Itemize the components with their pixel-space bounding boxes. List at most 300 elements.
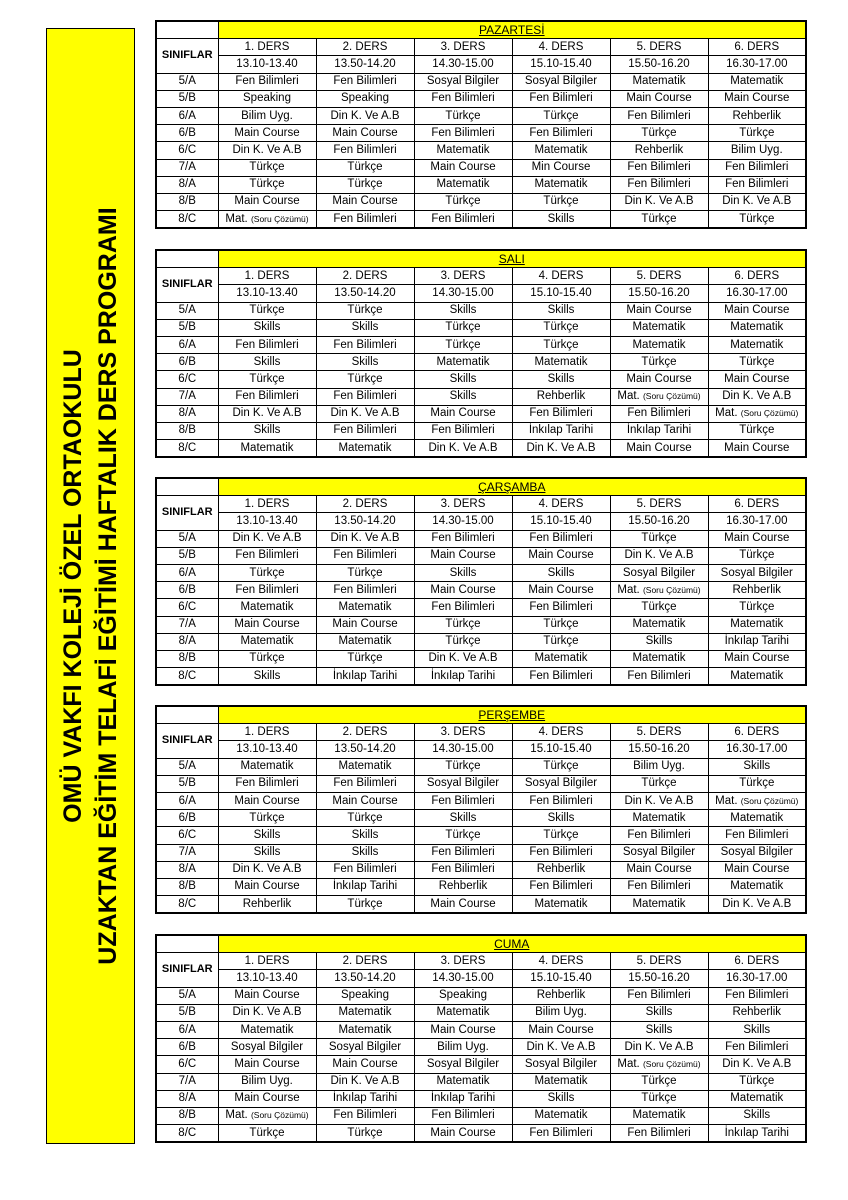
day-header-row — [156, 250, 806, 268]
class-name: 6/B — [156, 354, 218, 371]
lesson-cell: Fen Bilimleri — [512, 844, 610, 861]
lesson-cell: Skills — [708, 1107, 806, 1124]
class-name: 6/A — [156, 792, 218, 809]
lesson-cell: Main Course — [610, 861, 708, 878]
period-time: 15.50-16.20 — [610, 741, 708, 758]
lesson-cell: Fen Bilimleri — [610, 107, 708, 124]
period-time: 16.30-17.00 — [708, 513, 806, 530]
lesson-cell: Sosyal Bilgiler — [708, 844, 806, 861]
lesson-cell: Fen Bilimleri — [708, 827, 806, 844]
day-schedule — [155, 477, 805, 686]
class-name: 8/C — [156, 211, 218, 229]
lesson-cell: Main Course — [218, 1056, 316, 1073]
lesson-cell: Skills — [218, 354, 316, 371]
lesson-cell: Türkçe — [708, 422, 806, 439]
lesson-cell: Fen Bilimleri — [414, 792, 512, 809]
lesson-cell: Fen Bilimleri — [708, 1039, 806, 1056]
class-name: 8/B — [156, 193, 218, 210]
period-time: 15.10-15.40 — [512, 56, 610, 73]
lesson-cell: Fen Bilimleri — [316, 388, 414, 405]
lesson-cell: Fen Bilimleri — [316, 211, 414, 229]
lesson-cell: Fen Bilimleri — [218, 582, 316, 599]
schedule-table — [155, 20, 807, 229]
lesson-cell: Fen Bilimleri — [414, 90, 512, 107]
lesson-cell: Rehberlik — [708, 1004, 806, 1021]
time-row — [156, 513, 806, 530]
period-time: 16.30-17.00 — [708, 970, 806, 987]
lesson-cell: Bilim Uyg. — [610, 758, 708, 775]
lesson-cell: Türkçe — [316, 176, 414, 193]
lesson-cell: Skills — [414, 388, 512, 405]
class-name: 8/A — [156, 176, 218, 193]
class-column-header: SINIFLAR — [156, 953, 218, 987]
class-name: 8/B — [156, 422, 218, 439]
lesson-cell: Din K. Ve A.B — [218, 1004, 316, 1021]
lesson-cell: Matematik — [610, 1107, 708, 1124]
class-column-header: SINIFLAR — [156, 39, 218, 73]
class-name: 5/B — [156, 1004, 218, 1021]
lesson-cell: Türkçe — [414, 616, 512, 633]
period-time: 13.10-13.40 — [218, 970, 316, 987]
lesson-cell: Fen Bilimleri — [414, 125, 512, 142]
lesson-cell: Skills — [512, 564, 610, 581]
lesson-cell: Din K. Ve A.B — [414, 650, 512, 667]
period-header: 1. DERS — [218, 953, 316, 970]
lesson-cell: Main Course — [610, 371, 708, 388]
lesson-cell: Sosyal Bilgiler — [414, 73, 512, 90]
lesson-cell: Rehberlik — [512, 388, 610, 405]
lesson-cell: Türkçe — [512, 633, 610, 650]
period-header-row — [156, 496, 806, 513]
lesson-cell: Skills — [218, 827, 316, 844]
table-row — [156, 159, 806, 176]
table-row — [156, 440, 806, 458]
table-row — [156, 422, 806, 439]
lesson-cell: Sosyal Bilgiler — [610, 844, 708, 861]
lesson-note: (Soru Çözümü) — [740, 795, 799, 806]
table-row — [156, 827, 806, 844]
lesson-cell: Matematik — [512, 142, 610, 159]
lesson-cell: Matematik — [218, 1021, 316, 1038]
lesson-cell: Matematik — [610, 73, 708, 90]
period-time: 13.10-13.40 — [218, 56, 316, 73]
lesson-cell: Türkçe — [512, 107, 610, 124]
lesson-cell: Matematik — [610, 810, 708, 827]
lesson-cell: Main Course — [610, 440, 708, 458]
lesson-cell: Main Course — [218, 616, 316, 633]
day-name: CUMA — [218, 935, 806, 953]
lesson-cell: Skills — [414, 564, 512, 581]
table-row — [156, 371, 806, 388]
day-schedule — [155, 20, 805, 229]
lesson-cell: Bilim Uyg. — [512, 1004, 610, 1021]
class-name: 8/C — [156, 440, 218, 458]
lesson-cell: Main Course — [708, 530, 806, 547]
lesson-cell: Matematik — [414, 142, 512, 159]
period-time: 14.30-15.00 — [414, 285, 512, 302]
lesson-cell: Skills — [512, 302, 610, 319]
table-row — [156, 1004, 806, 1021]
lesson-cell: Main Course — [512, 547, 610, 564]
lesson-cell: Fen Bilimleri — [708, 159, 806, 176]
lesson-cell: Mat. (Soru Çözümü) — [708, 792, 806, 809]
lesson-cell: Matematik — [610, 616, 708, 633]
lesson-cell: Matematik — [512, 650, 610, 667]
class-name: 5/A — [156, 987, 218, 1004]
lesson-cell: Din K. Ve A.B — [316, 107, 414, 124]
lesson-cell: Sosyal Bilgiler — [414, 775, 512, 792]
class-name: 8/A — [156, 861, 218, 878]
lesson-cell: Din K. Ve A.B — [218, 530, 316, 547]
lesson-cell: Rehberlik — [414, 878, 512, 895]
lesson-cell: Main Course — [708, 90, 806, 107]
lesson-cell: Türkçe — [316, 650, 414, 667]
lesson-cell: Türkçe — [512, 193, 610, 210]
table-row — [156, 388, 806, 405]
lesson-cell: Main Course — [512, 582, 610, 599]
lesson-cell: Matematik — [316, 1004, 414, 1021]
lesson-cell: Fen Bilimleri — [610, 668, 708, 686]
table-row — [156, 1073, 806, 1090]
class-name: 7/A — [156, 616, 218, 633]
period-header: 6. DERS — [708, 268, 806, 285]
lesson-cell: Skills — [218, 844, 316, 861]
class-name: 6/C — [156, 142, 218, 159]
blank-cell — [156, 935, 218, 953]
period-header: 2. DERS — [316, 39, 414, 56]
day-name: SALI — [218, 250, 806, 268]
lesson-cell: Fen Bilimleri — [512, 530, 610, 547]
lesson-cell: Matematik — [610, 336, 708, 353]
class-name: 6/C — [156, 827, 218, 844]
lesson-cell: Main Course — [316, 125, 414, 142]
title-line-2: UZAKTAN EĞİTİM TELAFİ EĞİTİMİ HAFTALIK DERS PROGRAMI — [93, 207, 122, 965]
lesson-cell: Speaking — [414, 987, 512, 1004]
schedule-table — [155, 934, 807, 1143]
class-column-header: SINIFLAR — [156, 496, 218, 530]
lesson-cell: İnkılap Tarihi — [414, 668, 512, 686]
lesson-cell: Main Course — [414, 547, 512, 564]
table-row — [156, 107, 806, 124]
lesson-cell: Matematik — [708, 336, 806, 353]
lesson-cell: Türkçe — [316, 810, 414, 827]
lesson-cell: Türkçe — [708, 547, 806, 564]
lesson-cell: Matematik — [316, 1021, 414, 1038]
table-row — [156, 896, 806, 914]
lesson-cell: Rehberlik — [708, 107, 806, 124]
lesson-cell: Türkçe — [316, 371, 414, 388]
lesson-cell: Skills — [414, 302, 512, 319]
table-row — [156, 844, 806, 861]
lesson-cell: Skills — [708, 1021, 806, 1038]
class-name: 6/B — [156, 582, 218, 599]
lesson-cell: Fen Bilimleri — [512, 405, 610, 422]
lesson-cell: Rehberlik — [610, 142, 708, 159]
table-row — [156, 405, 806, 422]
table-row — [156, 1090, 806, 1107]
lesson-cell: Türkçe — [316, 564, 414, 581]
day-name: PAZARTESİ — [218, 21, 806, 39]
table-row — [156, 193, 806, 210]
period-time: 16.30-17.00 — [708, 741, 806, 758]
period-time: 15.10-15.40 — [512, 970, 610, 987]
lesson-cell: Bilim Uyg. — [218, 107, 316, 124]
class-name: 7/A — [156, 844, 218, 861]
lesson-cell: Matematik — [610, 319, 708, 336]
lesson-cell: Fen Bilimleri — [316, 422, 414, 439]
period-header: 4. DERS — [512, 724, 610, 741]
lesson-cell: Fen Bilimleri — [316, 861, 414, 878]
class-name: 8/B — [156, 650, 218, 667]
time-row — [156, 741, 806, 758]
day-name: PERŞEMBE — [218, 706, 806, 724]
lesson-cell: Matematik — [610, 896, 708, 914]
lesson-note: (Soru Çözümü) — [250, 1110, 309, 1121]
period-time: 15.50-16.20 — [610, 970, 708, 987]
lesson-cell: Türkçe — [414, 193, 512, 210]
lesson-cell: Türkçe — [512, 616, 610, 633]
lesson-cell: Skills — [316, 354, 414, 371]
lesson-cell: İnkılap Tarihi — [708, 1125, 806, 1143]
lesson-cell: Fen Bilimleri — [512, 90, 610, 107]
lesson-cell: Fen Bilimleri — [512, 878, 610, 895]
lesson-cell: Matematik — [218, 440, 316, 458]
table-row — [156, 319, 806, 336]
day-name: ÇARŞAMBA — [218, 478, 806, 496]
class-name: 5/B — [156, 319, 218, 336]
lesson-cell: Sosyal Bilgiler — [218, 1039, 316, 1056]
lesson-cell: Matematik — [708, 878, 806, 895]
class-name: 5/B — [156, 90, 218, 107]
table-row — [156, 878, 806, 895]
lesson-cell: Sosyal Bilgiler — [708, 564, 806, 581]
lesson-note: (Soru Çözümü) — [642, 584, 701, 595]
period-header: 6. DERS — [708, 496, 806, 513]
lesson-cell: Main Course — [218, 125, 316, 142]
table-row — [156, 582, 806, 599]
lesson-cell: Matematik — [708, 616, 806, 633]
table-row — [156, 73, 806, 90]
lesson-cell: Din K. Ve A.B — [708, 1056, 806, 1073]
lesson-cell: Skills — [512, 371, 610, 388]
period-time: 13.10-13.40 — [218, 513, 316, 530]
lesson-cell: Matematik — [512, 1073, 610, 1090]
lesson-cell: Fen Bilimleri — [610, 159, 708, 176]
table-row — [156, 775, 806, 792]
period-header-row — [156, 953, 806, 970]
lesson-cell: Main Course — [708, 371, 806, 388]
lesson-cell: Skills — [316, 827, 414, 844]
title-banner — [46, 28, 135, 1144]
table-row — [156, 302, 806, 319]
table-row — [156, 336, 806, 353]
class-name: 8/C — [156, 668, 218, 686]
lesson-cell: Mat. (Soru Çözümü) — [610, 1056, 708, 1073]
table-row — [156, 547, 806, 564]
period-header: 5. DERS — [610, 268, 708, 285]
table-row — [156, 354, 806, 371]
lesson-cell: Skills — [414, 371, 512, 388]
lesson-cell: Main Course — [414, 896, 512, 914]
lesson-cell: Türkçe — [708, 211, 806, 229]
period-time: 15.50-16.20 — [610, 513, 708, 530]
lesson-cell: Din K. Ve A.B — [316, 1073, 414, 1090]
table-row — [156, 211, 806, 229]
lesson-cell: Fen Bilimleri — [610, 827, 708, 844]
period-header-row — [156, 268, 806, 285]
lesson-cell: Main Course — [708, 650, 806, 667]
lesson-cell: Din K. Ve A.B — [512, 440, 610, 458]
lesson-cell: Skills — [316, 319, 414, 336]
lesson-cell: Türkçe — [610, 354, 708, 371]
lesson-cell: Matematik — [708, 1090, 806, 1107]
lesson-cell: Fen Bilimleri — [414, 599, 512, 616]
lesson-cell: Türkçe — [218, 810, 316, 827]
class-name: 7/A — [156, 1073, 218, 1090]
lesson-cell: Main Course — [610, 302, 708, 319]
class-name: 6/B — [156, 125, 218, 142]
lesson-cell: Min Course — [512, 159, 610, 176]
lesson-cell: Fen Bilimleri — [610, 987, 708, 1004]
table-row — [156, 668, 806, 686]
period-header: 2. DERS — [316, 268, 414, 285]
period-header: 1. DERS — [218, 39, 316, 56]
class-name: 6/C — [156, 371, 218, 388]
lesson-cell: Skills — [218, 668, 316, 686]
lesson-cell: Fen Bilimleri — [414, 1107, 512, 1124]
lesson-cell: Türkçe — [708, 775, 806, 792]
class-name: 8/B — [156, 1107, 218, 1124]
lesson-cell: Matematik — [708, 668, 806, 686]
table-row — [156, 90, 806, 107]
lesson-cell: Türkçe — [414, 633, 512, 650]
lesson-cell: Din K. Ve A.B — [610, 792, 708, 809]
lesson-cell: Din K. Ve A.B — [414, 440, 512, 458]
lesson-cell: Rehberlik — [218, 896, 316, 914]
lesson-cell: Türkçe — [512, 319, 610, 336]
lesson-cell: Fen Bilimleri — [316, 582, 414, 599]
lesson-cell: Fen Bilimleri — [512, 792, 610, 809]
lesson-cell: Skills — [414, 810, 512, 827]
lesson-cell: Main Course — [218, 878, 316, 895]
lesson-cell: Matematik — [512, 1107, 610, 1124]
lesson-cell: Matematik — [316, 633, 414, 650]
period-time: 13.10-13.40 — [218, 285, 316, 302]
lesson-cell: Türkçe — [218, 302, 316, 319]
lesson-cell: Speaking — [316, 987, 414, 1004]
period-time: 14.30-15.00 — [414, 56, 512, 73]
lesson-cell: Sosyal Bilgiler — [512, 775, 610, 792]
lesson-cell: Fen Bilimleri — [414, 861, 512, 878]
lesson-cell: Fen Bilimleri — [316, 1107, 414, 1124]
schedule-table — [155, 477, 807, 686]
lesson-cell: Rehberlik — [708, 582, 806, 599]
lesson-cell: Mat. (Soru Çözümü) — [218, 211, 316, 229]
lesson-cell: Din K. Ve A.B — [708, 193, 806, 210]
lesson-cell: Türkçe — [414, 758, 512, 775]
class-name: 6/A — [156, 107, 218, 124]
lesson-cell: Matematik — [218, 633, 316, 650]
lesson-cell: Matematik — [610, 650, 708, 667]
class-name: 7/A — [156, 388, 218, 405]
period-header: 1. DERS — [218, 724, 316, 741]
period-time: 15.50-16.20 — [610, 285, 708, 302]
time-row — [156, 970, 806, 987]
lesson-cell: Türkçe — [708, 125, 806, 142]
lesson-cell: Matematik — [218, 599, 316, 616]
period-header: 6. DERS — [708, 724, 806, 741]
lesson-cell: Din K. Ve A.B — [218, 142, 316, 159]
period-header: 2. DERS — [316, 496, 414, 513]
lesson-cell: Din K. Ve A.B — [316, 530, 414, 547]
schedule-table — [155, 249, 807, 458]
lesson-cell: Türkçe — [414, 336, 512, 353]
period-header: 5. DERS — [610, 724, 708, 741]
time-row — [156, 285, 806, 302]
lesson-cell: Skills — [218, 319, 316, 336]
lesson-cell: Fen Bilimleri — [708, 987, 806, 1004]
lesson-cell: Main Course — [708, 861, 806, 878]
lesson-cell: Mat. (Soru Çözümü) — [218, 1107, 316, 1124]
lesson-cell: Sosyal Bilgiler — [610, 564, 708, 581]
day-schedule — [155, 249, 805, 458]
lesson-cell: Skills — [610, 1004, 708, 1021]
lesson-cell: Fen Bilimleri — [610, 405, 708, 422]
period-time: 13.10-13.40 — [218, 741, 316, 758]
lesson-cell: Mat. (Soru Çözümü) — [610, 582, 708, 599]
class-name: 6/C — [156, 599, 218, 616]
lesson-cell: Din K. Ve A.B — [218, 861, 316, 878]
class-name: 5/B — [156, 775, 218, 792]
period-time: 13.50-14.20 — [316, 741, 414, 758]
blank-cell — [156, 478, 218, 496]
period-time: 14.30-15.00 — [414, 741, 512, 758]
lesson-cell: Main Course — [414, 582, 512, 599]
lesson-cell: Türkçe — [610, 1090, 708, 1107]
table-row — [156, 987, 806, 1004]
lesson-cell: Din K. Ve A.B — [316, 405, 414, 422]
blank-cell — [156, 21, 218, 39]
lesson-cell: İnkılap Tarihi — [316, 1090, 414, 1107]
lesson-cell: Matematik — [316, 440, 414, 458]
table-row — [156, 1021, 806, 1038]
lesson-cell: Speaking — [316, 90, 414, 107]
blank-cell — [156, 706, 218, 724]
lesson-cell: Türkçe — [218, 159, 316, 176]
class-name: 6/C — [156, 1056, 218, 1073]
period-time: 14.30-15.00 — [414, 513, 512, 530]
lesson-cell: Türkçe — [414, 827, 512, 844]
class-name: 8/B — [156, 878, 218, 895]
lesson-cell: Fen Bilimleri — [316, 142, 414, 159]
lesson-cell: Fen Bilimleri — [610, 176, 708, 193]
table-row — [156, 792, 806, 809]
period-header: 3. DERS — [414, 953, 512, 970]
lesson-cell: Main Course — [316, 193, 414, 210]
period-header: 1. DERS — [218, 268, 316, 285]
period-time: 15.10-15.40 — [512, 741, 610, 758]
period-time: 13.50-14.20 — [316, 56, 414, 73]
lesson-cell: Fen Bilimleri — [316, 547, 414, 564]
lesson-cell: Skills — [610, 633, 708, 650]
period-header: 3. DERS — [414, 496, 512, 513]
table-row — [156, 1107, 806, 1124]
period-header: 4. DERS — [512, 268, 610, 285]
lesson-cell: İnkılap Tarihi — [316, 878, 414, 895]
lesson-cell: Matematik — [316, 599, 414, 616]
period-time: 15.10-15.40 — [512, 513, 610, 530]
lesson-cell: Türkçe — [610, 530, 708, 547]
